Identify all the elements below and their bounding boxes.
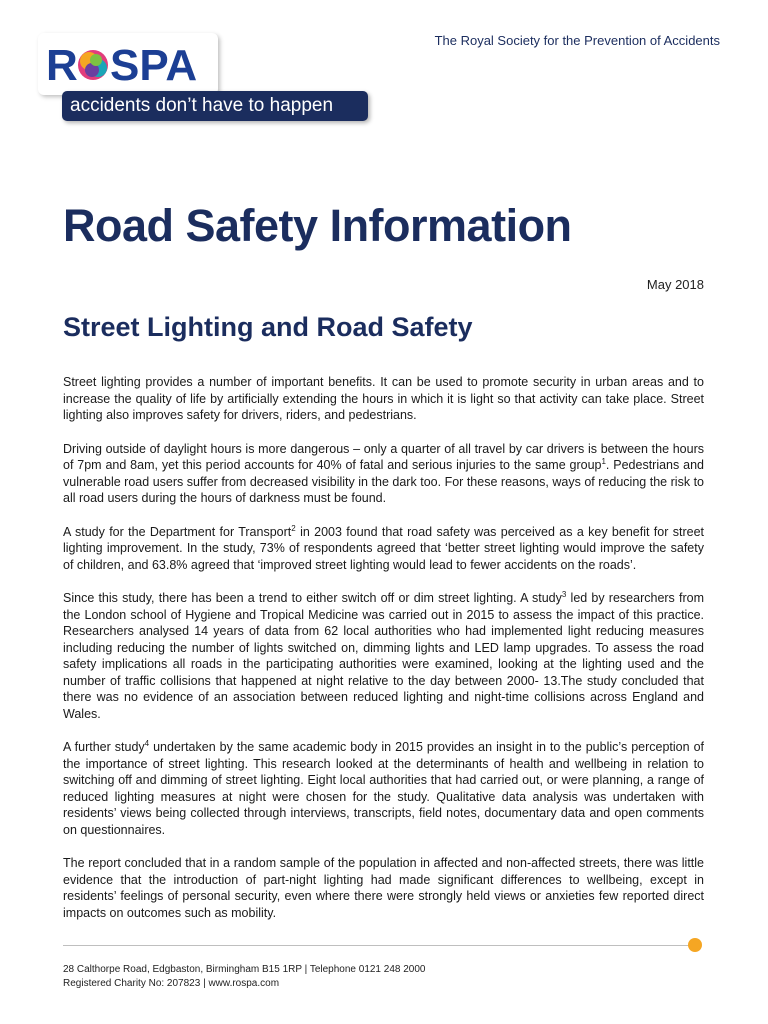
- paragraph-2: Driving outside of daylight hours is more dangerous – only a quarter of all travel by car drivers is between the hours of 7pm and 8am, yet this period accounts for 40% of fatal and serious injuries to the same group$^1$. Pedestrians and vulnerable road users suffer from decreased visibility in the dark too. For these reasons, ways of reducing the risk to all road users during the hours of darkness must be found.: [63, 441, 704, 505]
- rospa-logo: [38, 33, 378, 125]
- paragraph-6: The report concluded that in a random sample of the population in affected and non-affected streets, there was little evidence that the introduction of part-night lighting had made significant differences to wellbeing, except in residents’ feelings of personal security, even where there were strongly held views or anxieties few reported direct impacts on outcomes such as mobility.: [63, 856, 704, 920]
- paragraph-5: A further study$^4$ undertaken by the same academic body in 2015 provides an insight in to the public’s perception of the importance of street lighting. This research looked at the determinants of health and wellbeing in relation to switching off and dimming of street lighting. Eight local authorities that had carried out, or were planning, a range of reduced lighting measures at night were chosen for the study. Qualitative data analysis was undertaken with residents’ views being collected through interviews, transcripts, field notes, documentary data and open comments on questionnaires.: [63, 738, 704, 837]
- svg-text:R: R: [46, 41, 78, 90]
- paragraph-1: Street lighting provides a number of important benefits. It can be used to promote security in urban areas and to increase the quality of life by artificially extending the hours in which it is light so that activity can take place. Street lighting also improves safety for drivers, riders, and pedestrians.: [63, 375, 704, 422]
- document-date: May 2018: [646, 277, 704, 292]
- footer-divider: [63, 945, 693, 946]
- body-text: [63, 374, 704, 938]
- document-title: Road Safety Information: [63, 200, 572, 251]
- paragraph-3: A study for the Department for Transport$^2$ in 2003 found that road safety was perceived as a key benefit for street lighting improvement. In the study, 73% of respondents agreed that ‘better street lighting would improve the safety of children, and 63.8% agreed that ‘improved street lighting would lead to fewer accidents on the roads’.: [63, 523, 704, 572]
- footnote-ref: 3: [561, 589, 567, 599]
- footer-dot-icon: [688, 938, 702, 952]
- footer-address: 28 Calthorpe Road, Edgbaston, Birmingham B15 1RP | Telephone 0121 248 2000: [63, 964, 426, 975]
- svg-text:SPA: SPA: [110, 41, 198, 90]
- footnote-ref: 4: [144, 738, 150, 748]
- footer: [63, 963, 426, 991]
- footer-charity: Registered Charity No: 207823 | www.rospa.com: [63, 978, 280, 989]
- logo-wordmark: [38, 33, 218, 95]
- footnote-ref: 2: [291, 523, 296, 533]
- logo-colour-circle-icon: [78, 50, 108, 80]
- logo-wordmark-box: [38, 33, 218, 95]
- logo-tagline: accidents don’t have to happen: [62, 91, 368, 121]
- section-title: Street Lighting and Road Safety: [63, 312, 473, 342]
- paragraph-4: Since this study, there has been a trend to either switch off or dim street lighting. A study$^3$ led by researchers from the London school of Hygiene and Tropical Medicine was carried out in 2015 to assess the impact of this practice. Researchers analysed 14 years of data from 62 local authorities who had implemented light reducing measures including reducing the number of lights switched on, dimming lights and LED lamp upgrades. To assess the road safety implications all roads in the participating authorities were examined, looking at the lighting used and the number of traffic collisions that happened at night relative to the day between 2000- 13.The study concluded that there was no evidence of an association between reduced lighting and night-time collisions across England and Wales.: [63, 589, 705, 721]
- footnote-ref: 1: [601, 456, 606, 466]
- org-name: The Royal Society for the Prevention of Accidents: [434, 33, 720, 48]
